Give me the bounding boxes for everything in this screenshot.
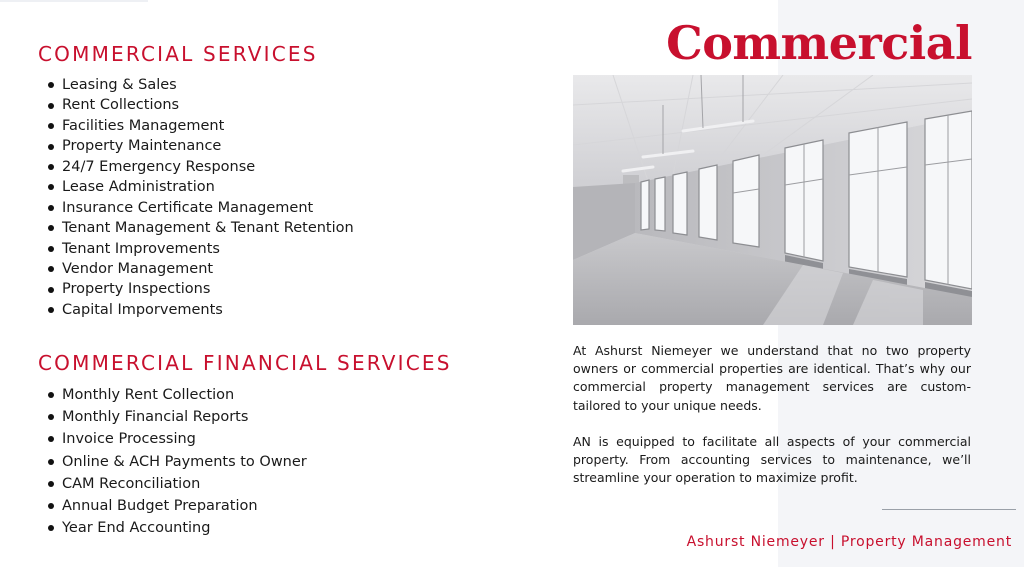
page-title: Commercial: [666, 16, 972, 70]
list-item: Monthly Financial Reports: [48, 406, 307, 428]
list-item: Capital Imporvements: [48, 300, 354, 320]
list-item: Property Inspections: [48, 279, 354, 299]
list-item: Tenant Improvements: [48, 239, 354, 259]
list-item: Leasing & Sales: [48, 75, 354, 95]
intro-paragraph: At Ashurst Niemeyer we understand that no two property owners or commercial properties are identical. That’s why our commercial property management services are custom-tailored to your unique needs.: [573, 343, 971, 413]
commercial-services-list: [48, 75, 354, 320]
list-item: Invoice Processing: [48, 428, 307, 450]
top-divider: [0, 0, 148, 2]
list-item: Annual Budget Preparation: [48, 495, 307, 517]
list-item: CAM Reconciliation: [48, 473, 307, 495]
list-item: Monthly Rent Collection: [48, 384, 307, 406]
capabilities-paragraph: AN is equipped to facilitate all aspects of your commercial property. From accounting services to maintenance, we’ll streamline your operation to maximize profit.: [573, 434, 971, 486]
list-item: Year End Accounting: [48, 517, 307, 539]
commercial-financial-services-list: [48, 384, 307, 539]
list-item: 24/7 Emergency Response: [48, 157, 354, 177]
list-item: Tenant Management & Tenant Retention: [48, 218, 354, 238]
commercial-financial-services-heading: COMMERCIAL FINANCIAL SERVICES: [38, 351, 452, 375]
office-interior-photo: [573, 75, 972, 325]
list-item: Facilities Management: [48, 116, 354, 136]
list-item: Insurance Certificate Management: [48, 198, 354, 218]
list-item: Rent Collections: [48, 95, 354, 115]
list-item: Property Maintenance: [48, 136, 354, 156]
list-item: Lease Administration: [48, 177, 354, 197]
footer-divider: [882, 509, 1016, 510]
footer-brand: Ashurst Niemeyer | Property Management: [686, 534, 1012, 550]
commercial-services-heading: COMMERCIAL SERVICES: [38, 42, 318, 66]
list-item: Online & ACH Payments to Owner: [48, 451, 307, 473]
list-item: Vendor Management: [48, 259, 354, 279]
